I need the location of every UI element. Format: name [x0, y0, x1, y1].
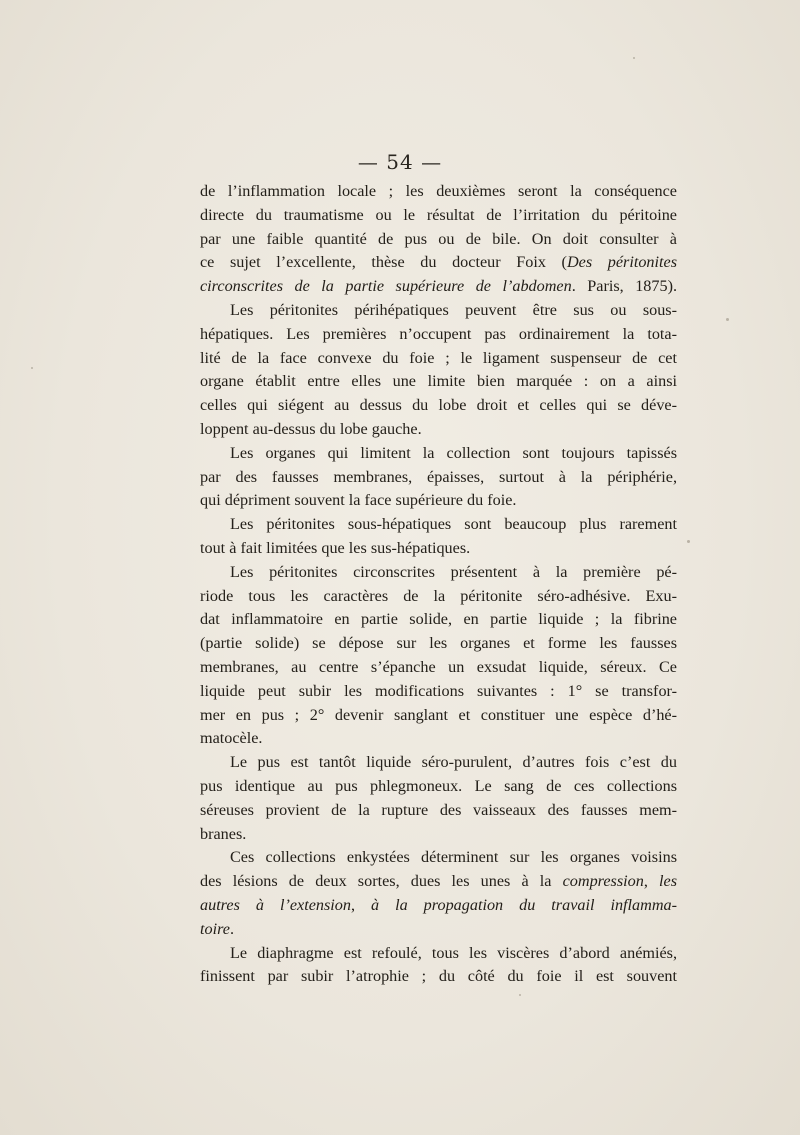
text-line: des lésions de deux sortes, dues les unes à la compression, les	[200, 872, 678, 891]
text-line: tout à fait limitées que les sus-hépatiques.	[200, 538, 471, 557]
text-line: hépatiques. Les premières n’occupent pas ordinairement la tota-	[200, 324, 677, 343]
text-line: (partie solide) se dépose sur les organes et forme les fausses	[200, 634, 677, 653]
text-line: par une faible quantité de pus ou de bile. On doit consulter à	[200, 229, 677, 248]
paper-speck	[687, 540, 690, 543]
text-line: Les organes qui limitent la collection sont toujours tapissés	[230, 443, 677, 462]
text-line: pus identique au pus phlegmoneux. Le sang de ces collections	[200, 776, 677, 795]
page-number: — 54 —	[357, 150, 443, 174]
paper-speck	[31, 367, 33, 369]
paper-speck	[519, 994, 521, 996]
paper-speck	[633, 57, 635, 59]
text-line: circonscrites de la partie supérieure de l’abdomen. Paris, 1875).	[200, 277, 678, 296]
paper-speck	[726, 318, 729, 321]
text-line: finissent par subir l’atrophie ; du côté du foie il est souvent	[200, 967, 677, 986]
text-line: loppent au-dessus du lobe gauche.	[200, 419, 422, 438]
text-line: membranes, au centre s’épanche un exsudat liquide, séreux. Ce	[200, 657, 677, 676]
text-line: Les péritonites circonscrites présentent à la première pé-	[230, 562, 677, 581]
text-line: Les péritonites périhépatiques peuvent être sus ou sous-	[230, 300, 677, 319]
text-line: directe du traumatisme ou le résultat de l’irritation du péritoine	[200, 205, 677, 224]
text-line: liquide peut subir les modifications suivantes : 1° se transfor-	[200, 681, 677, 700]
text-line: celles qui siégent au dessus du lobe droit et celles qui se déve-	[200, 396, 677, 415]
text-line: Ces collections enkystées déterminent sur les organes voisins	[230, 848, 677, 867]
text-line: matocèle.	[200, 729, 263, 748]
text-line: qui dépriment souvent la face supérieure du foie.	[200, 491, 517, 510]
text-line: branes.	[200, 824, 247, 843]
text-line: lité de la face convexe du foie ; le ligament suspenseur de cet	[200, 348, 677, 367]
text-line: ce sujet l’excellente, thèse du docteur Foix (Des péritonites	[200, 253, 677, 272]
text-line: riode tous les caractères de la péritonite séro-adhésive. Exu-	[200, 586, 677, 605]
text-line: toire.	[200, 919, 235, 938]
text-line: Le diaphragme est refoulé, tous les viscères d’abord anémiés,	[230, 943, 677, 962]
text-line: de l’inflammation locale ; les deuxièmes seront la conséquence	[200, 182, 677, 200]
text-line: Les péritonites sous-hépatiques sont beaucoup plus rarement	[230, 515, 677, 534]
text-line: mer en pus ; 2° devenir sanglant et constituer une espèce d’hé-	[200, 705, 677, 724]
text-line: par des fausses membranes, épaisses, surtout à la périphérie,	[200, 467, 677, 486]
text-line: séreuses provient de la rupture des vaisseaux des fausses mem-	[200, 800, 677, 819]
text-line: organe établit entre elles une limite bien marquée : on a ainsi	[200, 372, 677, 391]
text-line: Le pus est tantôt liquide séro-purulent, d’autres fois c’est du	[230, 753, 677, 772]
text-line: dat inflammatoire en partie solide, en partie liquide ; la fibrine	[200, 610, 677, 629]
text-line: autres à l’extension, à la propagation du travail inflamma-	[200, 895, 678, 914]
body-text	[200, 180, 677, 989]
